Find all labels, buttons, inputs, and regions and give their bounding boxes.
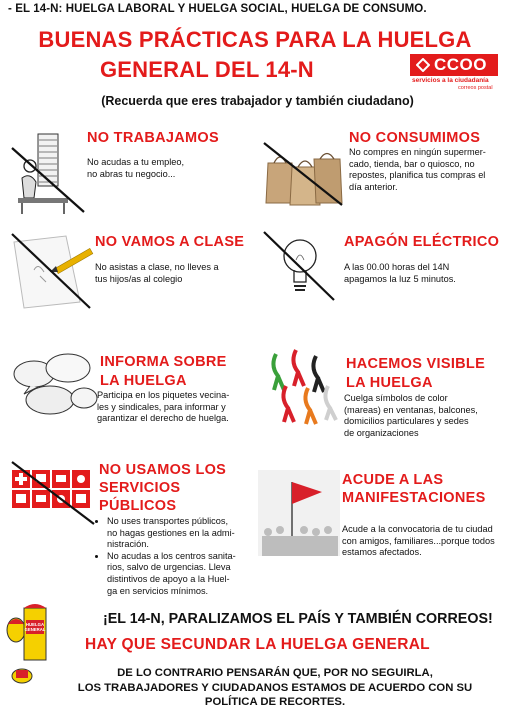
servicios-title-1: NO USAMOS LOS (99, 462, 227, 478)
manifestaciones-title-2: MANIFESTACIONES (342, 490, 486, 506)
ccoo-mark-icon (416, 58, 430, 72)
no-trabajamos-text: No acudas a tu empleo, no abras tu negocio... (87, 157, 185, 179)
manifestaciones-title-1: ACUDE A LAS (342, 472, 444, 488)
subtitle: (Recuerda que eres trabajador y también ciudadano) (101, 94, 414, 108)
slogan-paralizamos: ¡EL 14-N, PARALIZAMOS EL PAÍS Y TAMBIÉN CORREOS! (103, 611, 493, 627)
ccoo-logo (410, 54, 498, 92)
no-clase-text: No asistas a clase, no lleves a tus hijos/as al colegio (95, 262, 219, 284)
servicios-text (98, 516, 258, 597)
public-services-crossed-icon (10, 460, 98, 526)
header-topline: - EL 14-N: HUELGA LABORAL Y HUELGA SOCIAL, HUELGA DE CONSUMO. (8, 3, 427, 15)
mascot-label-2: GENERAL (24, 627, 46, 632)
manifestaciones-text: Acude a la convocatoria de tu ciudad con amigos, familiares...porque todos estamos afectados. (342, 524, 495, 558)
closing-message: DE LO CONTRARIO PENSARÁN QUE, POR NO SEGUIRLA, LOS TRABAJADORES Y CIUDADANOS ESTAMOS DE ACUERDO CON SU POLÍTICA DE RECORTES. (77, 667, 473, 708)
paper-pencil-crossed-icon (10, 232, 94, 310)
worker-papers-crossed-icon (10, 126, 86, 216)
page-title-line2: GENERAL DEL 14-N (100, 57, 314, 82)
visible-title-1: HACEMOS VISIBLE (346, 356, 486, 372)
informa-text: Participa en los piquetes vecina- les y sindicales, para informar y garantizar el derecho de huelga. (97, 390, 230, 424)
apagon-title: APAGÓN ELÉCTRICO (344, 234, 500, 250)
no-consumimos-title: NO CONSUMIMOS (349, 130, 481, 146)
shopping-bags-crossed-icon (262, 145, 344, 207)
visible-title-2: LA HUELGA (346, 375, 433, 391)
lightbulb-crossed-icon (262, 230, 338, 302)
no-trabajamos-title: NO TRABAJAMOS (87, 130, 219, 146)
informa-title-2: LA HUELGA (100, 373, 187, 389)
apagon-text: A las 00.00 horas del 14N apagamos la luz 5 minutos. (344, 262, 456, 284)
slogan-secundar: HAY QUE SECUNDAR LA HUELGA GENERAL (85, 636, 430, 653)
logo-line2: correos postal (458, 85, 493, 91)
logo-line1: servicios a la ciudadanía (412, 77, 489, 84)
awareness-ribbons-icon (266, 346, 342, 426)
visible-text: Cuelga símbolos de color (mareas) en ventanas, balcones, domicilios particulares y sedes de organizaciones (344, 393, 478, 438)
servicios-title-3: PÚBLICOS (99, 498, 177, 514)
servicios-bullet-2: • No acudas a los centros sanita- rios, salvo de urgencias. Lleva distintivos de apoyo a la Huel- ga en servicios mínimos. (107, 551, 258, 597)
page-title-line1: BUENAS PRÁCTICAS PARA LA HUELGA (38, 27, 472, 52)
protest-flag-icon (258, 470, 340, 556)
mascot-label-1: HUELGA (25, 622, 45, 627)
speech-bubbles-icon (10, 346, 98, 426)
no-clase-title: NO VAMOS A CLASE (95, 234, 245, 250)
informa-title-1: INFORMA SOBRE (100, 354, 227, 370)
no-consumimos-text: No compres en ningún supermer- cado, tienda, bar o quiosco, no repostes, planifica tus compras el día anterior. (349, 147, 486, 192)
logo-name: CCOO (434, 55, 487, 74)
servicios-title-2: SERVICIOS (99, 480, 181, 496)
servicios-bullet-1: • No uses transportes públicos, no hagas gestiones en la admi- nistración. (107, 516, 258, 551)
